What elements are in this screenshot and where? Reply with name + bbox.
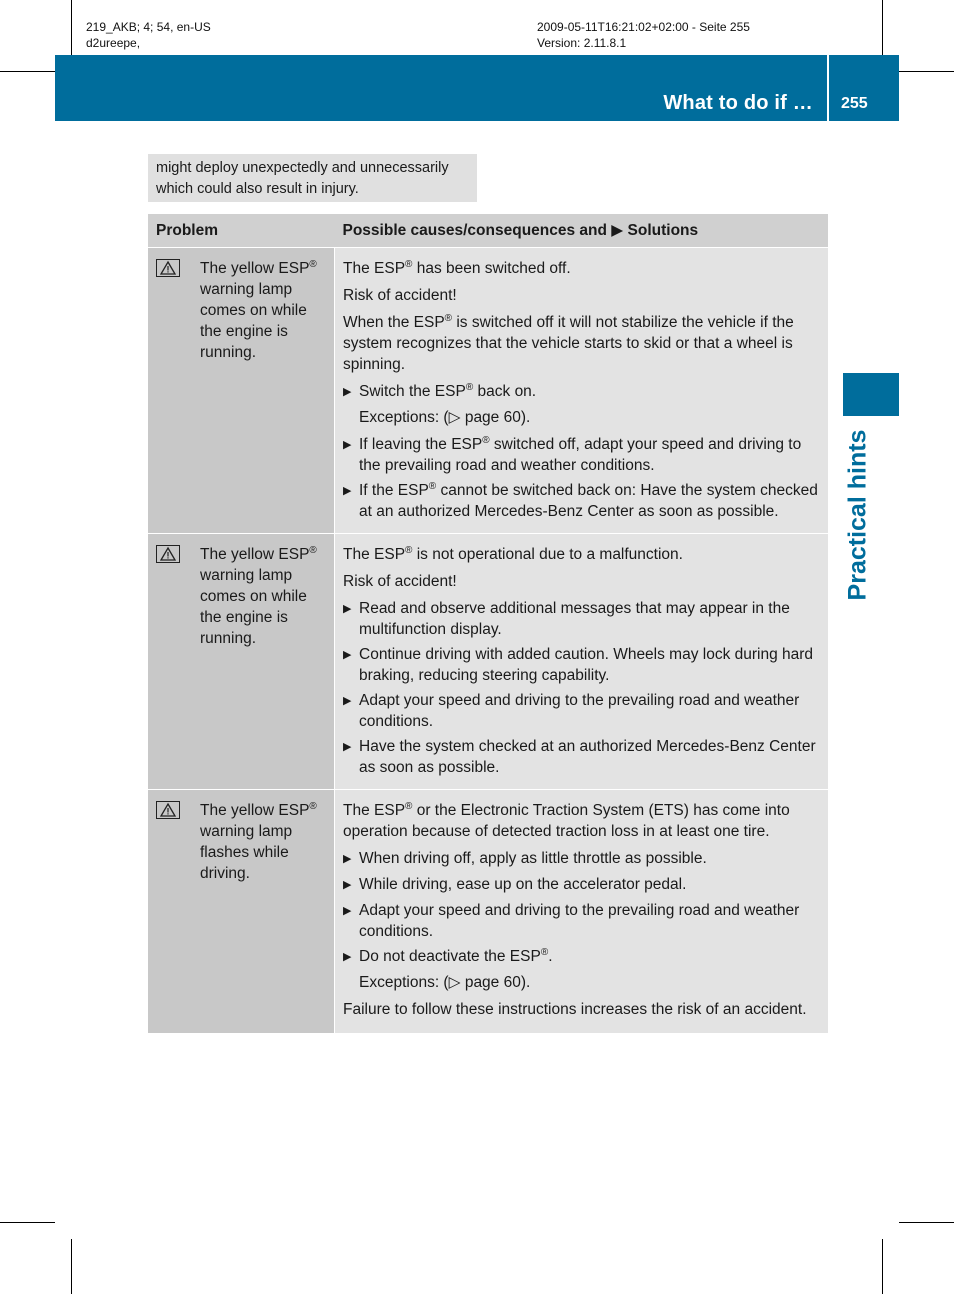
registered-mark: ®	[405, 258, 413, 270]
cause-text-b: is not operational due to a malfunction.	[416, 546, 683, 563]
risk-text: Risk of accident!	[343, 287, 457, 304]
step-arrow-icon: ▶	[343, 741, 352, 753]
step-arrow-icon: ▶	[343, 386, 352, 398]
info-text-a: When the ESP	[343, 314, 445, 331]
step-text-a: If the ESP	[359, 482, 429, 499]
page-number-box	[829, 55, 899, 121]
crop-mark	[899, 71, 954, 72]
section-header-bar	[55, 55, 827, 121]
print-meta-left-line2: d2ureepe,	[86, 36, 141, 50]
problem-text-a: The yellow ESP	[200, 546, 310, 563]
crop-mark	[0, 1222, 55, 1223]
solution-step	[343, 946, 820, 968]
problem-text-b: warning lamp comes on while the engine is running.	[200, 567, 307, 647]
print-meta-left	[86, 19, 211, 51]
problem-text	[200, 258, 326, 363]
section-title: What to do if …	[663, 92, 813, 114]
registered-mark: ®	[482, 434, 490, 446]
step-text: Continue driving with added caution. Wheels may lock during hard braking, reducing steering capability.	[359, 646, 814, 684]
problem-cell	[148, 534, 335, 790]
solution-cell	[335, 534, 829, 790]
chapter-tab-marker	[843, 373, 899, 416]
crop-mark	[882, 0, 883, 55]
step-text-a: If leaving the ESP	[359, 436, 483, 453]
table-header-row	[148, 214, 828, 248]
problem-text-b: warning lamp flashes while driving.	[200, 823, 293, 882]
esp-warning-icon	[156, 258, 200, 363]
table-row	[148, 248, 828, 534]
step-text-b: cannot be switched back on: Have the system checked at an authorized Mercedes-Benz Center as soon as possible.	[359, 482, 818, 520]
solution-step	[343, 434, 820, 476]
esp-warning-icon	[156, 544, 200, 649]
registered-mark: ®	[428, 480, 437, 492]
exceptions-reference: Exceptions: (▷ page 60).	[359, 409, 531, 426]
step-text-b: switched off, adapt your speed and driving to the prevailing road and weather conditions.	[359, 436, 802, 474]
registered-mark: ®	[405, 800, 413, 812]
step-arrow-icon: ▶	[343, 485, 352, 497]
step-text: Adapt your speed and driving to the prevailing road and weather conditions.	[359, 692, 800, 730]
step-arrow-icon: ▶	[343, 603, 352, 615]
step-arrow-icon: ▶	[343, 695, 352, 707]
crop-mark	[71, 0, 72, 55]
closing-warning: Failure to follow these instructions increases the risk of an accident.	[343, 1001, 807, 1018]
solution-step	[343, 598, 820, 640]
step-arrow-icon: ▶	[343, 951, 352, 963]
cause-text-a: The ESP	[343, 546, 406, 563]
registered-mark: ®	[309, 800, 317, 812]
print-meta-left-line1: 219_AKB; 4; 54, en-US	[86, 20, 211, 34]
column-header-solutions-suffix: Solutions	[627, 222, 699, 239]
step-text: Adapt your speed and driving to the prevailing road and weather conditions.	[359, 902, 800, 940]
step-text-a: Switch the ESP	[359, 383, 466, 400]
solution-step	[343, 381, 820, 403]
cause-text-a: The ESP	[343, 802, 406, 819]
problem-text	[200, 800, 326, 884]
crop-mark	[71, 1239, 72, 1294]
solution-step	[343, 644, 820, 686]
solution-step	[343, 480, 820, 522]
solution-step	[343, 848, 820, 870]
step-arrow-icon: ▶	[343, 879, 352, 891]
registered-mark: ®	[309, 544, 317, 556]
solution-step	[343, 736, 820, 778]
solution-step	[343, 690, 820, 732]
registered-mark: ®	[444, 312, 453, 324]
step-arrow-icon: ▶	[343, 853, 352, 865]
step-text: Have the system checked at an authorized Mercedes-Benz Center as soon as possible.	[359, 738, 816, 776]
step-arrow-icon: ▶	[343, 439, 352, 451]
crop-mark	[0, 71, 55, 72]
registered-mark: ®	[465, 381, 474, 393]
exceptions-reference: Exceptions: (▷ page 60).	[359, 974, 531, 991]
problem-text-a: The yellow ESP	[200, 260, 310, 277]
step-arrow-icon: ▶	[343, 649, 352, 661]
cause-text-b: or the Electronic Traction System (ETS) has come into operation because of detected traction loss in at least one tire.	[343, 802, 790, 840]
solution-step	[343, 900, 820, 942]
chapter-tab	[838, 429, 878, 601]
troubleshooting-table	[148, 214, 828, 1034]
solution-cell	[335, 790, 829, 1034]
registered-mark: ®	[405, 544, 413, 556]
info-text-b: is switched off it will not stabilize the vehicle if the system recognizes that the vehicle starts to skid or that a wheel is spinning.	[343, 314, 794, 373]
crop-mark	[882, 1239, 883, 1294]
print-meta-right	[537, 19, 750, 51]
solution-cell	[335, 248, 829, 534]
registered-mark: ®	[309, 258, 317, 270]
step-text-b: .	[548, 948, 553, 965]
solution-arrow-icon: ▶	[611, 222, 624, 239]
cause-text-b: has been switched off.	[416, 260, 571, 277]
cause-text-a: The ESP	[343, 260, 406, 277]
risk-text: Risk of accident!	[343, 573, 457, 590]
problem-text	[200, 544, 326, 649]
column-header-problem: Problem	[148, 214, 335, 248]
problem-text-b: warning lamp comes on while the engine is running.	[200, 281, 307, 361]
table-row	[148, 534, 828, 790]
column-header-solutions	[335, 214, 829, 248]
step-text-b: back on.	[477, 383, 537, 400]
problem-cell	[148, 790, 335, 1034]
chapter-tab-label: Practical hints	[843, 429, 872, 601]
warning-continuation: might deploy unexpectedly and unnecessarily which could also result in injury.	[148, 154, 477, 202]
step-text-a: Do not deactivate the ESP	[359, 948, 541, 965]
solution-step	[343, 874, 820, 896]
step-text: Read and observe additional messages that may appear in the multifunction display.	[359, 600, 790, 638]
step-arrow-icon: ▶	[343, 905, 352, 917]
problem-cell	[148, 248, 335, 534]
esp-warning-icon	[156, 800, 200, 884]
problem-text-a: The yellow ESP	[200, 802, 310, 819]
table-row	[148, 790, 828, 1034]
print-meta-right-line1: 2009-05-11T16:21:02+02:00 - Seite 255	[537, 20, 750, 34]
page-number: 255	[841, 95, 868, 112]
step-text: When driving off, apply as little throttle as possible.	[359, 850, 707, 867]
column-header-solutions-prefix: Possible causes/consequences and	[342, 222, 607, 239]
crop-mark	[899, 1222, 954, 1223]
registered-mark: ®	[540, 946, 549, 958]
step-text: While driving, ease up on the accelerator pedal.	[359, 876, 687, 893]
print-meta-right-line2: Version: 2.11.8.1	[537, 36, 627, 50]
